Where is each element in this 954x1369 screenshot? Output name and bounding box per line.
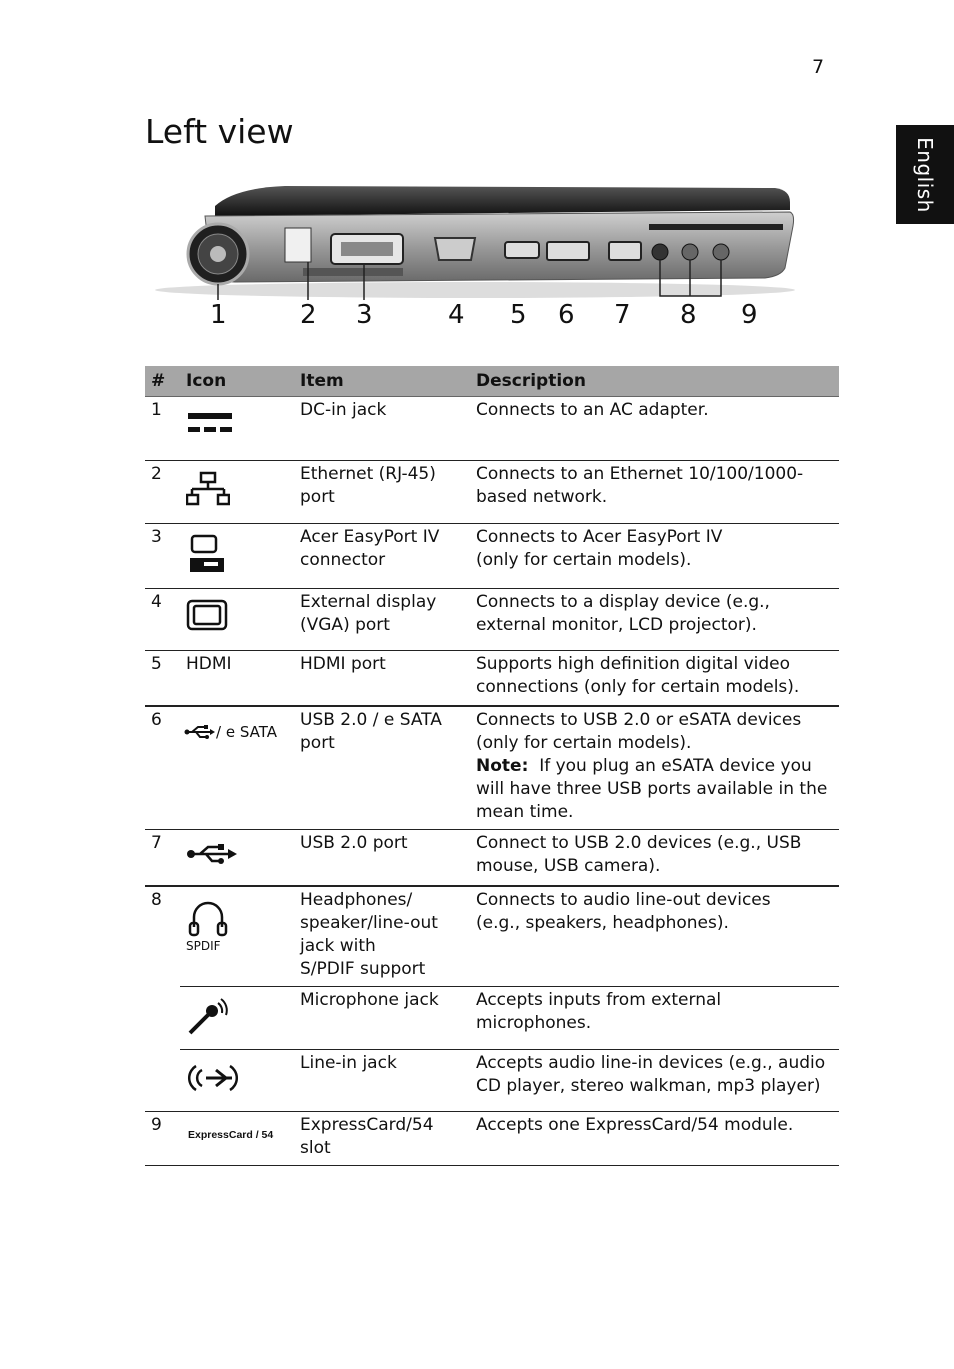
item-description: Connects to an AC adapter.	[476, 400, 709, 420]
callout-1: 1	[210, 300, 227, 330]
dc-in-icon	[180, 397, 294, 461]
callout-3: 3	[356, 300, 373, 330]
row-number: 5	[145, 651, 180, 706]
callout-5: 5	[510, 300, 527, 330]
row-number: 7	[145, 830, 180, 886]
table-header-row	[145, 366, 839, 397]
row-number: 8	[145, 886, 180, 987]
item-description: Accepts audio line-in devices (e.g., audio CD player, stereo walkman, mp3 player)	[470, 1050, 839, 1112]
row-number: 2	[145, 461, 180, 524]
item-name: USB 2.0 port	[294, 830, 470, 886]
item-description: Connects to USB 2.0 or eSATA devices (only for certain models). Note: If you plug an eSATA device you will have three USB ports available in the mean time.	[470, 706, 839, 830]
row-number: 6	[145, 706, 180, 830]
usb-esata-icon: / e SATA	[180, 706, 294, 830]
microphone-icon	[180, 987, 294, 1050]
table-row	[145, 524, 839, 589]
usb-icon	[180, 830, 294, 886]
item-description: Connects to audio line-out devices (e.g., speakers, headphones).	[470, 886, 839, 987]
callout-9: 9	[741, 300, 758, 330]
item-description: Connects to a display device (e.g., external monitor, LCD projector).	[470, 589, 839, 651]
spdif-label: SPDIF	[186, 938, 221, 953]
table-row	[145, 987, 839, 1050]
row-number	[145, 1050, 180, 1112]
ports-table	[145, 366, 839, 1166]
callout-2: 2	[300, 300, 317, 330]
header-number: #	[145, 366, 180, 397]
item-name: Line-in jack	[294, 1050, 470, 1112]
note-text: If you plug an eSATA device you will have three USB ports available in the mean time.	[476, 755, 828, 822]
item-name: USB 2.0 / e SATA port	[294, 706, 470, 830]
page-number: 7	[812, 56, 825, 78]
note-label: Note:	[476, 755, 529, 776]
hdmi-icon-text: HDMI	[180, 651, 294, 706]
line-in-icon	[180, 1050, 294, 1112]
table-row	[145, 461, 839, 524]
item-name: Ethernet (RJ-45) port	[294, 461, 470, 524]
callout-6: 6	[558, 300, 575, 330]
table-row	[145, 1050, 839, 1112]
item-description: Connect to USB 2.0 devices (e.g., USB mouse, USB camera).	[470, 830, 839, 886]
laptop-left-side-illustration	[145, 178, 805, 300]
item-name: HDMI port	[294, 651, 470, 706]
item-description: Accepts inputs from external microphones.	[470, 987, 839, 1050]
item-name: Acer EasyPort IV connector	[294, 524, 470, 589]
table-row	[145, 397, 839, 461]
table-row	[145, 830, 839, 886]
table-row	[145, 1112, 839, 1166]
headphones-icon	[180, 886, 294, 987]
item-name: External display (VGA) port	[294, 589, 470, 651]
item-name: ExpressCard/54 slot	[294, 1112, 470, 1166]
row-number	[145, 987, 180, 1050]
easyport-icon	[180, 524, 294, 589]
ethernet-icon	[180, 461, 294, 524]
table-row	[145, 651, 839, 706]
usb-icon	[184, 724, 216, 740]
item-name: Headphones/ speaker/line-out jack with S/PDIF support	[294, 886, 470, 987]
header-item: Item	[294, 366, 470, 397]
table-row	[145, 589, 839, 651]
callout-7: 7	[614, 300, 631, 330]
callout-4: 4	[448, 300, 465, 330]
row-number: 9	[145, 1112, 180, 1166]
vga-icon	[180, 589, 294, 651]
table-row	[145, 886, 839, 987]
item-description: Accepts one ExpressCard/54 module.	[470, 1112, 839, 1166]
header-icon: Icon	[180, 366, 294, 397]
item-description: Connects to an Ethernet 10/100/1000-based network.	[470, 461, 839, 524]
item-name: Microphone jack	[294, 987, 470, 1050]
row-number: 4	[145, 589, 180, 651]
item-name: DC-in jack	[300, 400, 387, 420]
expresscard-icon-text: ExpressCard / 54	[180, 1112, 294, 1166]
row-number: 1	[151, 400, 162, 420]
section-title: Left view	[145, 112, 294, 151]
callout-8: 8	[680, 300, 697, 330]
item-description: Connects to Acer EasyPort IV (only for certain models).	[470, 524, 839, 589]
table-row	[145, 706, 839, 830]
header-description: Description	[470, 366, 839, 397]
language-tab: English	[896, 125, 954, 224]
item-description: Supports high definition digital video connections (only for certain models).	[470, 651, 839, 706]
row-number: 3	[145, 524, 180, 589]
